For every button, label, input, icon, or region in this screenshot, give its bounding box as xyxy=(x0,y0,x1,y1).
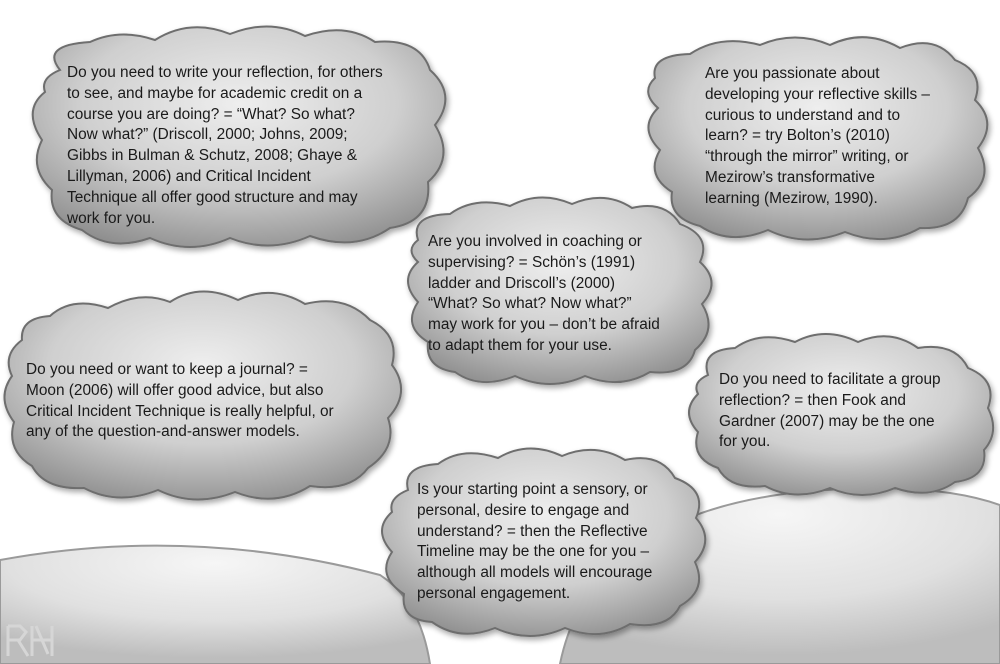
cloud-text-reflective-timeline: Is your starting point a sensory, or personal, desire to engage and understand? = then the Reflective Timeline may be the one for you – although all models will encourage personal engagement. xyxy=(417,481,653,602)
cloud-text-fook-gardner: Do you need to facilitate a group reflection? = then Fook and Gardner (2007) may be the one for you. xyxy=(719,371,941,451)
rh-monogram-logo xyxy=(4,620,64,660)
cloud-text-driscoll-gibbs: Do you need to write your reflection, for others to see, and maybe for academic credit on a course you are doing? = “What? So what? Now what?” (Driscoll, 2000; Johns, 2009; Gibbs in Bulman & Schutz, 2008; Ghaye & Lillyman, 2006) and Critical Incident Technique all offer good structure and may work for you. xyxy=(67,64,383,227)
cloud-text-schon-driscoll: Are you involved in coaching or supervising? = Schön’s (1991) ladder and Driscoll’s (2000) “What? So what? Now what?” may work for you – don’t be afraid to adapt them for your use. xyxy=(428,233,660,354)
cloud-text-bolton-mezirow: Are you passionate about developing your reflective skills – curious to understand and to learn? = try Bolton’s (2010) “through the mirror” writing, or Mezirow’s transformative learning (Mezirow, 1990). xyxy=(705,65,930,207)
cloud-text-moon-journal: Do you need or want to keep a journal? = Moon (2006) will offer good advice, but also Critical Incident Technique is really helpful, or any of the question-and-answer models. xyxy=(26,361,334,441)
left-hill xyxy=(0,546,430,664)
